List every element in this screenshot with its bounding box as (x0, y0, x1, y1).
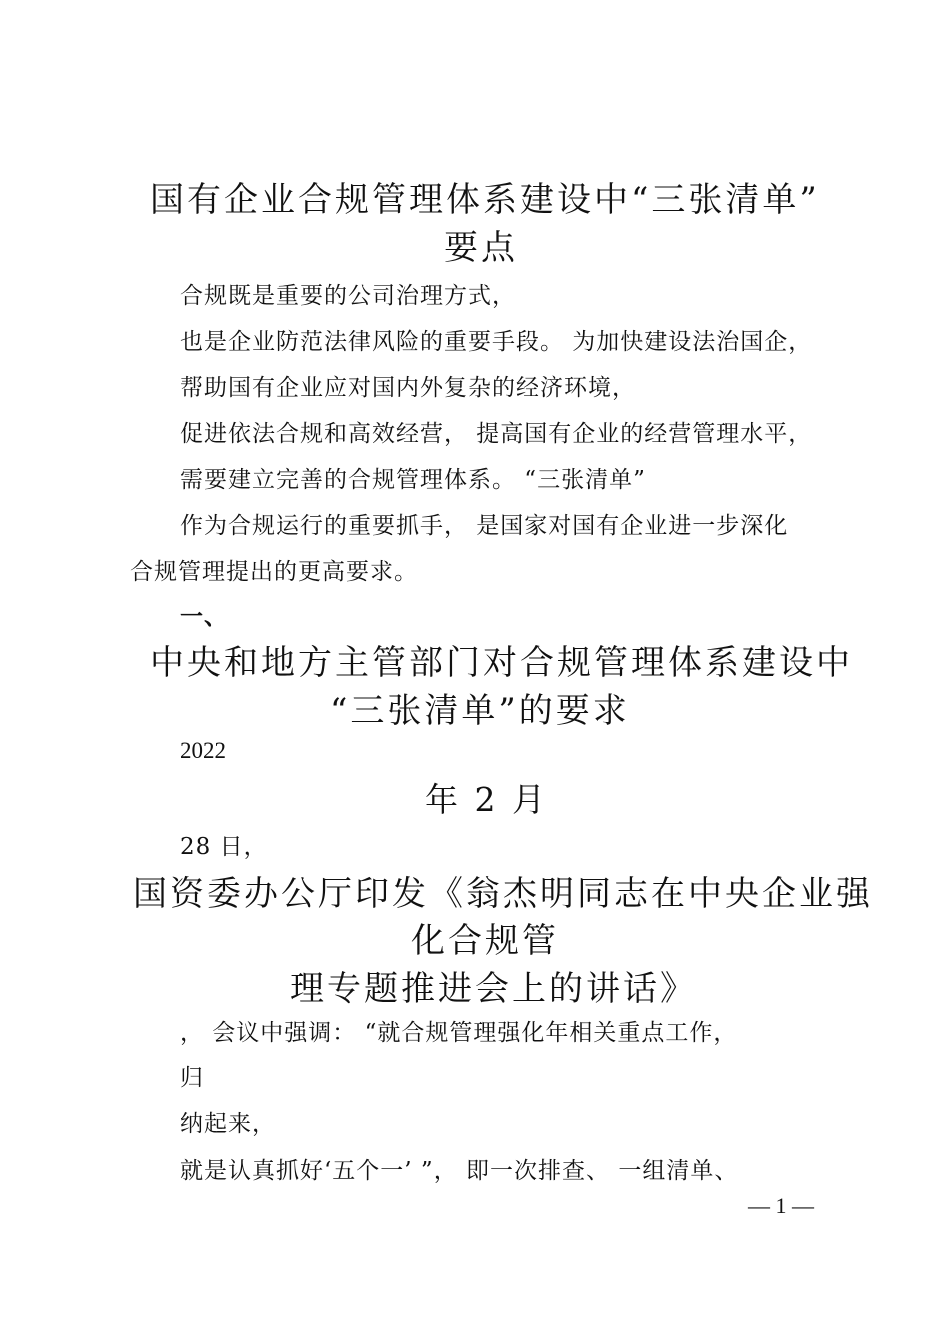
intro-line-7: 合规管理提出的更高要求。 (130, 559, 418, 585)
document-name-line-3: 理专题推进会上的讲话》 (290, 969, 697, 1009)
document-name-line-2: 化合规管 (411, 921, 559, 961)
intro-line-1: 合规既是重要的公司治理方式， (180, 283, 516, 309)
section-1-title-line-1: 中央和地方主管部门对合规管理体系建设中 (150, 643, 853, 683)
doc-title-line-2: 要点 (444, 228, 518, 268)
intro-line-4: 促进依法合规和高效经营， 提高国有企业的经营管理水平， (180, 421, 813, 447)
date-year: 2022 (180, 738, 226, 763)
quote-line-2: 归 (180, 1065, 204, 1091)
date-month: 年 2 月 (425, 780, 548, 819)
doc-title-line-1: 国有企业合规管理体系建设中“三张清单” (150, 180, 820, 220)
intro-line-2: 也是企业防范法律风险的重要手段。 为加快建设法治国企， (180, 329, 813, 355)
intro-line-6: 作为合规运行的重要抓手， 是国家对国有企业进一步深化 (180, 513, 789, 539)
page-number: — 1 — (748, 1193, 814, 1218)
quote-line-4: 就是认真抓好‘五个一’ ”， 即一次排查、 一组清单、 (180, 1158, 739, 1184)
quote-line-3: 纳起来， (180, 1111, 276, 1137)
date-day: 28 日， (180, 834, 268, 860)
section-1-marker: 一、 (180, 603, 228, 630)
intro-line-5: 需要建立完善的合规管理体系。 “三张清单” (180, 467, 646, 493)
document-name-line-1: 国资委办公厅印发《翁杰明同志在中央企业强 (133, 874, 873, 914)
quote-line-1: ， 会议中强调： “就合规管理强化年相关重点工作， (180, 1020, 738, 1046)
section-1-title-line-2: “三张清单”的要求 (330, 691, 630, 731)
intro-line-3: 帮助国有企业应对国内外复杂的经济环境， (180, 375, 636, 401)
